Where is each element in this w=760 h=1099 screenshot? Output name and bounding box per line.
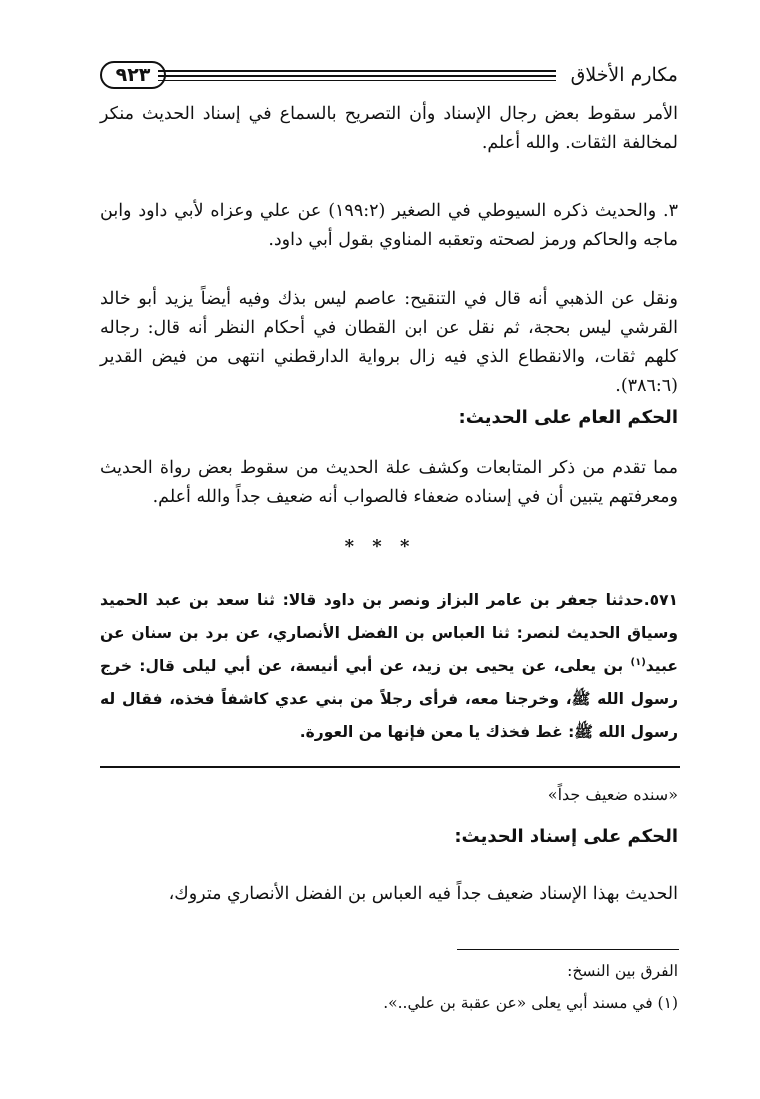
hadith-text-part-2: بن يعلى، عن يحيى بن زيد، عن أبي أنيسة، عن أبي ليلى قال: خرج رسول الله ﷺ، وخرجنا معه، فرأى رجلاً من بني عدي كاشفاً فخذه، فقال له رسول الله ﷺ: غط فخذك يا معن فإنها من العورة.: [100, 657, 678, 741]
footnote-1: (١) في مسند أبي يعلى «عن عقبة بن علي..».: [383, 994, 678, 1012]
footnote-divider: [457, 949, 679, 950]
paragraph-point-3: ٣. والحديث ذكره السيوطي في الصغير (١٩٩:٢) عن علي وعزاه لأبي داود وابن ماجه والحاكم ورمز لصحته وتعقبه المناوي بقول أبي داود.: [100, 201, 678, 250]
section-separator: * * *: [344, 536, 416, 557]
section-heading-isnad-ruling: الحكم على إسناد الحديث:: [454, 826, 678, 847]
header-rule: [158, 68, 556, 84]
footnote-reference: (١): [630, 656, 646, 668]
running-title: مكارم الأخلاق: [570, 64, 678, 86]
page-number: ٩٢٣: [100, 61, 166, 89]
section-heading-general-ruling: الحكم العام على الحديث:: [458, 407, 678, 428]
hadith-571-text: [100, 584, 678, 749]
paragraph-dhahabi-quote: ونقل عن الذهبي أنه قال في التنقيح: عاصم ليس بذك وفيه أيضاً يزيد أبو خالد القرشي ليس بحجة، ثم نقل عن ابن القطان في أحكام النظر أنه قال: رجاله كلهم ثقات، والانقطاع الذي فيه زال برواية الدارقطني انتهى من فيض القدير (٣٨٦:٦).: [100, 289, 678, 396]
hadith-divider: [100, 766, 680, 768]
hadith-text-part-1: ٥٧١.حدثنا جعفر بن عامر البزاز ونصر بن داود قالا: ثنا سعد بن عبد الحميد وسياق الحديث لنصر: ثنا العباس بن الفضل الأنصاري، عن برد بن سنان عن عبيد: [100, 591, 678, 675]
paragraph-general-ruling: مما تقدم من ذكر المتابعات وكشف علة الحديث من سقوط بعض رواة الحديث ومعرفتهم يتبين أن في إسناده ضعفاء فالصواب أنه ضعيف جداً والله أعلم.: [100, 458, 678, 507]
paragraph-continuation: الأمر سقوط بعض رجال الإسناد وأن التصريح بالسماع في إسناد الحديث منكر لمخالفة الثقات. والله أعلم.: [100, 104, 678, 153]
paragraph-isnad-ruling: الحديث بهذا الإسناد ضعيف جداً فيه العباس بن الفضل الأنصاري متروك،: [168, 884, 678, 904]
hadith-grade: «سنده ضعيف جداً»: [547, 785, 678, 804]
footnote-title: الفرق بين النسخ:: [567, 962, 678, 980]
page-header: [100, 58, 678, 98]
